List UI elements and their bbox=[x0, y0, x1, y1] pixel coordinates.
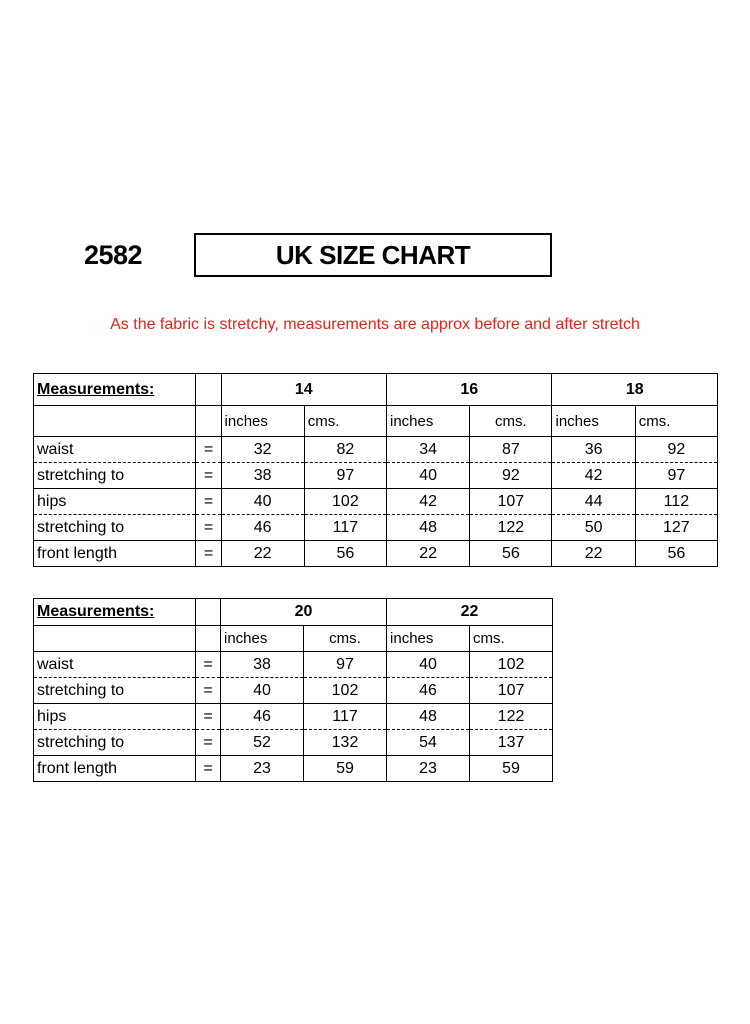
cell-value: 46 bbox=[221, 704, 304, 730]
size-table-20-22 bbox=[33, 598, 553, 782]
size-22: 22 bbox=[387, 599, 553, 626]
cell-value: 23 bbox=[387, 756, 470, 782]
equals-sign: = bbox=[196, 515, 221, 541]
table-row bbox=[34, 678, 553, 704]
cell-value: 107 bbox=[470, 678, 553, 704]
stretch-note: As the fabric is stretchy, measurements are approx before and after stretch bbox=[110, 316, 640, 333]
cell-value: 54 bbox=[387, 730, 470, 756]
cell-value: 48 bbox=[387, 704, 470, 730]
measurements-heading: Measurements: bbox=[34, 374, 196, 406]
cell-value: 122 bbox=[470, 704, 553, 730]
size-18: 18 bbox=[552, 374, 718, 406]
product-code: 2582 bbox=[84, 240, 143, 270]
cell-value: 107 bbox=[470, 489, 552, 515]
equals-sign: = bbox=[196, 463, 221, 489]
cell-value: 38 bbox=[221, 463, 304, 489]
cell-value: 82 bbox=[304, 437, 386, 463]
cell-value: 92 bbox=[635, 437, 717, 463]
cell-value: 97 bbox=[304, 652, 387, 678]
table-row bbox=[34, 437, 718, 463]
unit-label: cms. bbox=[470, 626, 553, 652]
cell-value: 23 bbox=[221, 756, 304, 782]
table-row bbox=[34, 515, 718, 541]
size-table-14-18 bbox=[33, 373, 718, 567]
cell-value: 42 bbox=[387, 489, 470, 515]
row-label: front length bbox=[34, 756, 196, 782]
unit-header-row bbox=[34, 626, 553, 652]
size-16: 16 bbox=[387, 374, 552, 406]
cell-value: 50 bbox=[552, 515, 635, 541]
cell-value: 40 bbox=[221, 678, 304, 704]
row-label: waist bbox=[34, 652, 196, 678]
unit-label: cms. bbox=[470, 406, 552, 437]
cell-value: 56 bbox=[635, 541, 717, 567]
cell-value: 22 bbox=[387, 541, 470, 567]
equals-sign: = bbox=[196, 437, 221, 463]
cell-value: 22 bbox=[221, 541, 304, 567]
unit-label: cms. bbox=[304, 406, 386, 437]
unit-label: inches bbox=[552, 406, 635, 437]
row-label: front length bbox=[34, 541, 196, 567]
table-row bbox=[34, 463, 718, 489]
cell-value: 87 bbox=[470, 437, 552, 463]
cell-value: 56 bbox=[470, 541, 552, 567]
row-label: stretching to bbox=[34, 678, 196, 704]
equals-sign: = bbox=[196, 652, 221, 678]
unit-label: inches bbox=[387, 626, 470, 652]
cell-value: 22 bbox=[552, 541, 635, 567]
cell-value: 117 bbox=[304, 704, 387, 730]
measurements-heading: Measurements: bbox=[34, 599, 196, 626]
row-label: stretching to bbox=[34, 463, 196, 489]
size-header-row bbox=[34, 599, 553, 626]
cell-value: 97 bbox=[635, 463, 717, 489]
table-row bbox=[34, 756, 553, 782]
equals-sign: = bbox=[196, 678, 221, 704]
equals-sign: = bbox=[196, 756, 221, 782]
equals-sign: = bbox=[196, 541, 221, 567]
table-row bbox=[34, 730, 553, 756]
table-row bbox=[34, 541, 718, 567]
chart-title: UK SIZE CHART bbox=[194, 233, 552, 277]
unit-label: inches bbox=[221, 626, 304, 652]
cell-value: 117 bbox=[304, 515, 386, 541]
cell-value: 137 bbox=[470, 730, 553, 756]
cell-value: 48 bbox=[387, 515, 470, 541]
cell-value: 122 bbox=[470, 515, 552, 541]
cell-value: 38 bbox=[221, 652, 304, 678]
cell-value: 127 bbox=[635, 515, 717, 541]
row-label: stretching to bbox=[34, 515, 196, 541]
cell-value: 40 bbox=[387, 652, 470, 678]
equals-sign: = bbox=[196, 730, 221, 756]
unit-label: inches bbox=[221, 406, 304, 437]
cell-value: 40 bbox=[387, 463, 470, 489]
equals-sign: = bbox=[196, 704, 221, 730]
cell-value: 112 bbox=[635, 489, 717, 515]
cell-value: 102 bbox=[304, 489, 386, 515]
cell-value: 102 bbox=[304, 678, 387, 704]
row-label: waist bbox=[34, 437, 196, 463]
unit-label: inches bbox=[387, 406, 470, 437]
cell-value: 32 bbox=[221, 437, 304, 463]
cell-value: 34 bbox=[387, 437, 470, 463]
table-row bbox=[34, 652, 553, 678]
cell-value: 42 bbox=[552, 463, 635, 489]
row-label: hips bbox=[34, 489, 196, 515]
cell-value: 46 bbox=[387, 678, 470, 704]
unit-header-row bbox=[34, 406, 718, 437]
cell-value: 59 bbox=[304, 756, 387, 782]
cell-value: 46 bbox=[221, 515, 304, 541]
cell-value: 56 bbox=[304, 541, 386, 567]
row-label: hips bbox=[34, 704, 196, 730]
size-20: 20 bbox=[221, 599, 387, 626]
cell-value: 36 bbox=[552, 437, 635, 463]
size-14: 14 bbox=[221, 374, 386, 406]
cell-value: 132 bbox=[304, 730, 387, 756]
size-header-row bbox=[34, 374, 718, 406]
table-row bbox=[34, 704, 553, 730]
cell-value: 40 bbox=[221, 489, 304, 515]
unit-label: cms. bbox=[635, 406, 717, 437]
table-row bbox=[34, 489, 718, 515]
row-label: stretching to bbox=[34, 730, 196, 756]
cell-value: 102 bbox=[470, 652, 553, 678]
cell-value: 92 bbox=[470, 463, 552, 489]
unit-label: cms. bbox=[304, 626, 387, 652]
cell-value: 44 bbox=[552, 489, 635, 515]
equals-sign: = bbox=[196, 489, 221, 515]
cell-value: 97 bbox=[304, 463, 386, 489]
cell-value: 59 bbox=[470, 756, 553, 782]
cell-value: 52 bbox=[221, 730, 304, 756]
